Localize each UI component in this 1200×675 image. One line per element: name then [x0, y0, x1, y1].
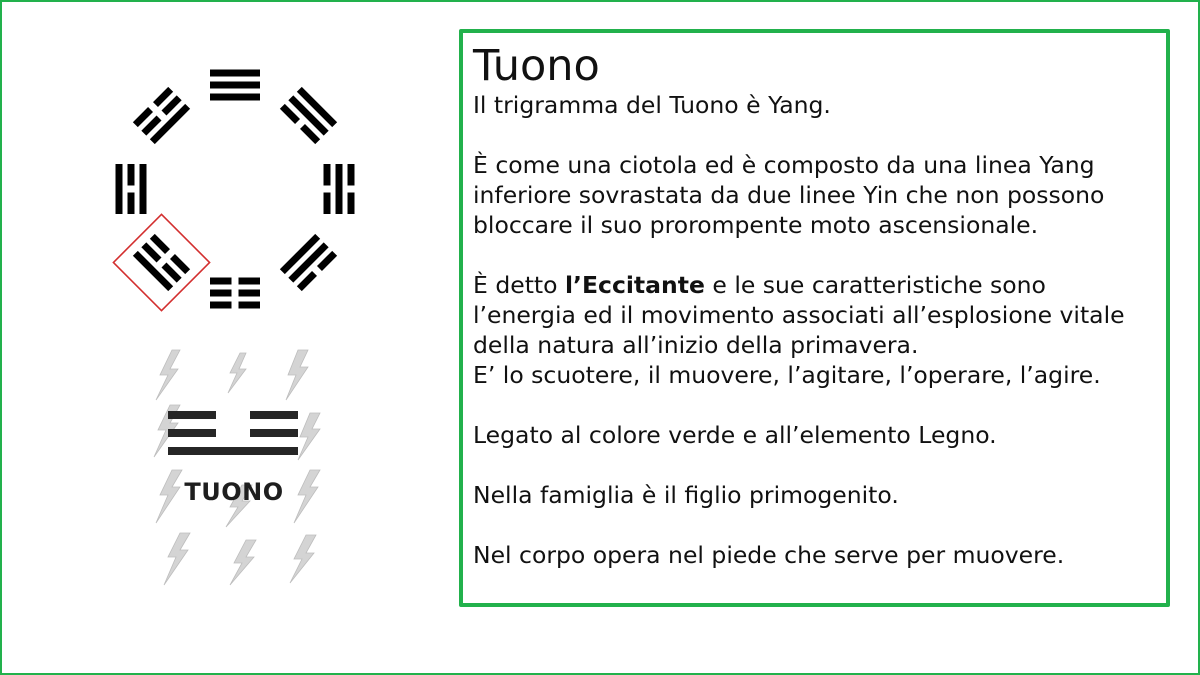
text-line: Legato al colore verde e all’elemento Legno. — [473, 421, 997, 449]
text-fragment: e le sue caratteristiche sono — [704, 271, 1046, 299]
text-line: Il trigramma del Tuono è Yang. — [473, 91, 831, 119]
yin-line-segment — [239, 278, 261, 285]
bagua-trigrams — [113, 70, 354, 311]
text-line: l’energia ed il movimento associati all’esplosione vitale — [473, 301, 1125, 329]
yin-line-left — [168, 411, 216, 419]
yin-line-left — [168, 429, 216, 437]
yang-line — [210, 82, 260, 89]
lightning-bolt-icon — [156, 350, 180, 400]
yin-line-segment — [128, 164, 135, 186]
text-line: inferiore sovrastata da due linee Yin che non possono — [473, 181, 1105, 209]
paragraph-family — [473, 480, 1166, 510]
yin-line-segment — [324, 164, 331, 186]
yin-line-right — [250, 429, 298, 437]
lightning-bolt-icon — [230, 540, 256, 585]
trigram-top-right — [280, 87, 337, 144]
text-line: E’ lo scuotere, il muovere, l’agitare, l’operare, l’agire. — [473, 361, 1101, 389]
text-panel — [459, 29, 1170, 607]
paragraph-composition — [473, 150, 1166, 240]
paragraph-eccitante — [473, 270, 1166, 390]
tuono-trigram — [168, 411, 298, 455]
yang-line — [336, 164, 343, 214]
trigram-bottom — [210, 278, 260, 309]
yin-line-segment — [348, 193, 355, 215]
text-line: Nel corpo opera nel piede che serve per muovere. — [473, 541, 1065, 569]
text-fragment: È detto — [473, 271, 565, 299]
yin-line-segment — [324, 193, 331, 215]
bagua-trigram-diagram — [104, 58, 366, 320]
yang-line — [210, 70, 260, 77]
paragraph-yang — [473, 90, 1166, 120]
yang-line — [140, 164, 147, 214]
text-line: bloccare il suo prorompente moto ascensionale. — [473, 211, 1039, 239]
yang-line — [168, 447, 298, 455]
paragraph-color-element — [473, 420, 1166, 450]
trigram-left — [116, 164, 147, 214]
text-line: della natura all’inizio della primavera. — [473, 331, 919, 359]
bold-term: l’Eccitante — [564, 271, 705, 299]
lightning-bolt-icon — [290, 535, 316, 583]
yin-line-segment — [128, 193, 135, 215]
lightning-bolt-icon — [298, 413, 320, 460]
yin-line-segment — [348, 164, 355, 186]
yin-line-segment — [210, 278, 232, 285]
paragraph-body — [473, 540, 1166, 570]
text-line — [473, 270, 1166, 300]
trigram-bottom-right — [280, 234, 337, 291]
yin-line-segment — [239, 302, 261, 309]
text-line: Nella famiglia è il figlio primogenito. — [473, 481, 899, 509]
lightning-bolts — [154, 350, 320, 585]
lightning-bolt-icon — [164, 533, 190, 585]
trigram-bottom-left — [113, 214, 209, 310]
trigram-top — [210, 70, 260, 101]
yin-line-right — [250, 411, 298, 419]
yang-line — [210, 94, 260, 101]
tuono-figure — [150, 345, 330, 595]
yin-line-segment — [210, 302, 232, 309]
text-line: È come una ciotola ed è composto da una linea Yang — [473, 151, 1095, 179]
yin-line-segment — [210, 290, 232, 297]
yang-line — [116, 164, 123, 214]
tuono-label: TUONO — [184, 478, 284, 506]
highlight-frame — [113, 214, 209, 310]
slide-title: Tuono — [473, 41, 600, 91]
lightning-bolt-icon — [286, 350, 308, 400]
trigram-right — [324, 164, 355, 214]
lightning-bolt-icon — [228, 353, 246, 393]
trigram-top-left — [133, 87, 190, 144]
yin-line-segment — [239, 290, 261, 297]
